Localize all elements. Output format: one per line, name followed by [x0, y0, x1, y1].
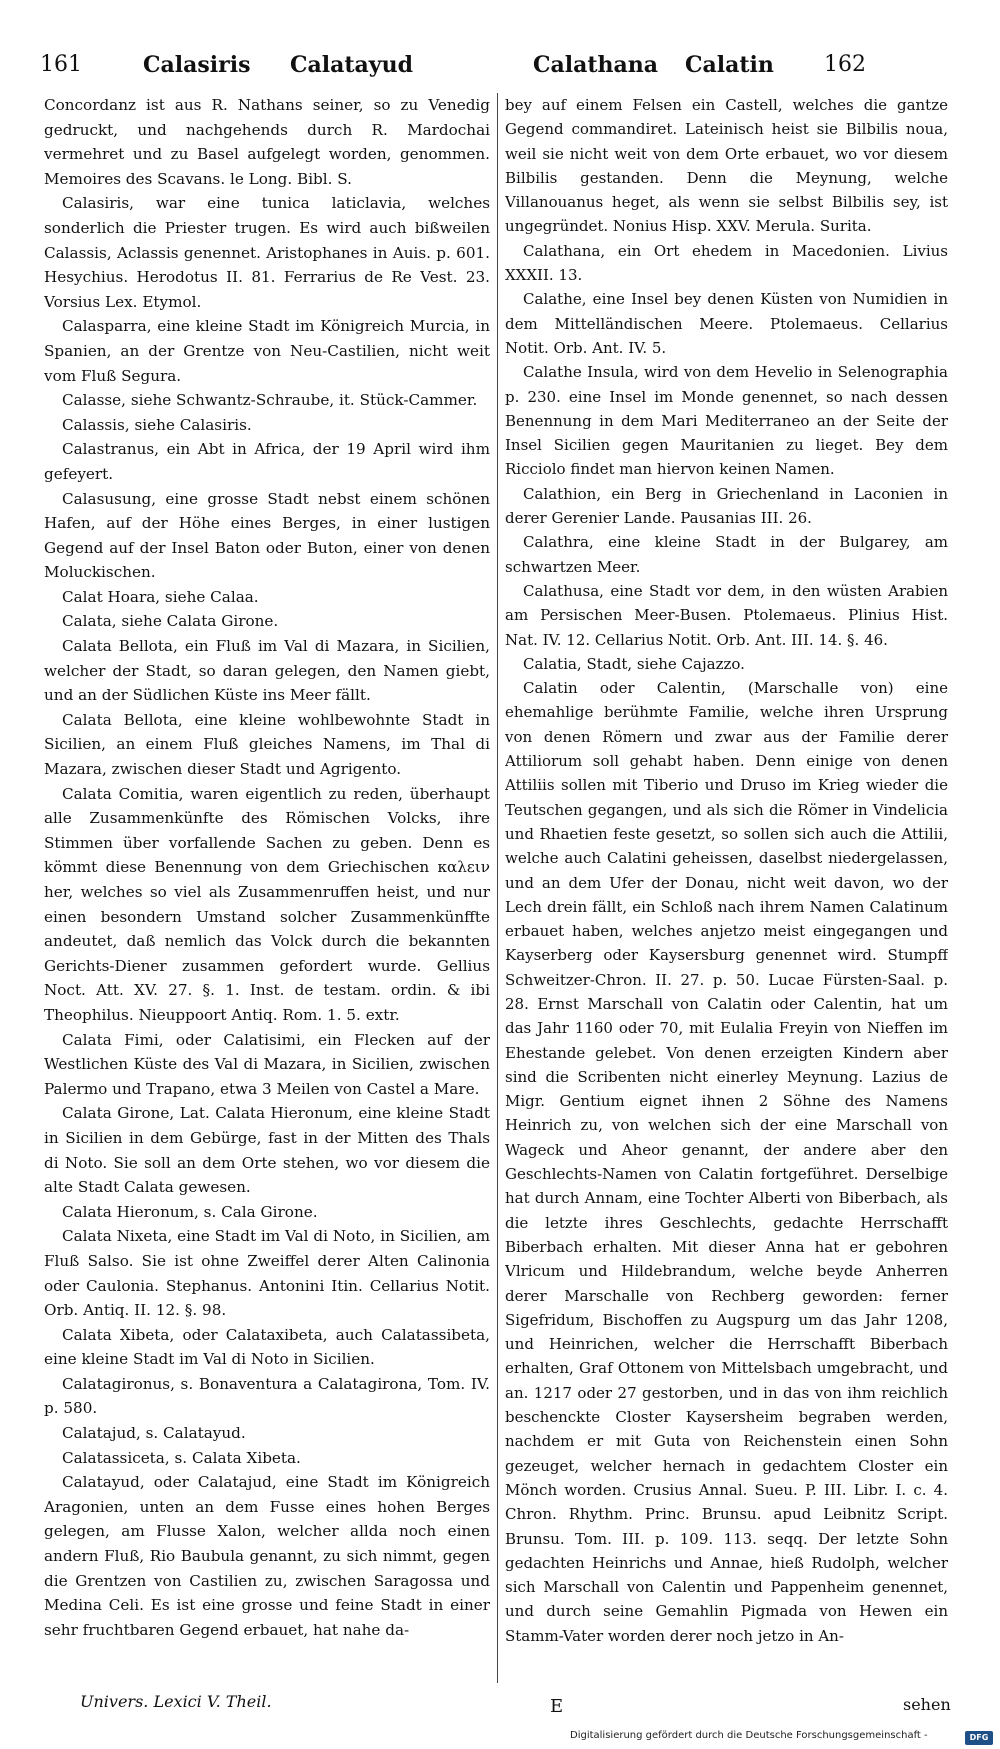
lexicon-entry: Calata Nixeta, eine Stadt im Val di Noto, in Sicilien, am Fluß Salso. Sie ist ohne Zweiffel derer Alten Calinonia oder Caulonia. Stephanus. Antonini Itin. Cellarius Notit. Orb. Antiq. II. 12. §. 98. — [44, 1227, 490, 1320]
lexicon-entry: Calata Bellota, eine kleine wohlbewohnte Stadt in Sicilien, an einem Fluß gleiches Namens, im Thal di Mazara, zwischen dieser Stadt und Agrigento. — [44, 710, 490, 779]
lexicon-entry: Calatin oder Calentin, (Marschalle von) eine ehemahlige berühmte Familie, welche ihren Ursprung von denen Römern und zwar aus der Familie derer Attiliorum soll gehabt haben. Denn einige von denen Attiliis sollen mit Tiberio und Druso im Krieg wieder die Teutschen gegangen, und als sich die Römer in Vindelicia und Rhaetien feste gesetzt, so sollen sich auch die Attilii, welche auch Calatini geheissen, daselbst niedergelassen, und an dem Ufer der Donau, nicht weit davon, wo der Lech drein fällt, ein Schloß nach ihrem Namen Calatinum erbauet haben, welches anjetzo meist eingegangen und Kayserberg oder Kaysersburg genennet wird. Stumpff Schweitzer-Chron. II. 27. p. 50. Lucae Fürsten-Saal. p. 28. Ernst Marschall von Calatin oder Calentin, hat um das Jahr 1160 oder 70, mit Eulalia Freyin von Nieffen im Ehestande gelebet. Von denen erzeigten Kindern aber sind die Scribenten nicht einerley Meynung. Lazius de Migr. Gentium eignet ihnen 2 Söhne des Namens Heinrich zu, von welchen sich der eine Marschall von Wageck und Aheor genannt, der andere aber den Geschlechts-Namen von Calatin fortgeführet. Derselbige hat durch Annam, eine Tochter Alberti von Biberbach, als die letzte ihres Geschlechts, gedachte Herrschafft Biberbach erhalten. Mit dieser Anna hat er gebohren Vlricum und Hildebrandum, welche beyde Anherren derer Marschalle von Rechberg geworden: ferner Sigefridum, Bischoffen zu Augspurg um das Jahr 1208, und Heinrichen, welcher die Herrschafft Biberbach erhalten, Graf Ottonem von Mittelsbach umgebracht, und an. 1217 oder 27 gestorben, und in das von ihm reichlich beschenckte Closter Kaysersheim begraben werden, nachdem er mit Guta von Reichenstein einen Sohn gezeuget, welcher hernach in gedachtem Closter ein Mönch worden. Crusius Annal. Sueu. P. III. Libr. I. c. 4. Chron. Rhythm. Princ. Brunsu. apud Leibnitz Script. Brunsu. Tom. III. p. 109. 113. seqq. Der letzte Sohn gedachten Heinrichs und Annae, hieß Rudolph, welcher sich Marschall von Calentin und Pappenheim genennet, und durch seine Gemahlin Pigmada von Hewen ein Stamm-Vater worden derer noch jetzo in An- — [505, 679, 948, 1645]
header-word-1: Calasiris — [143, 52, 251, 78]
header-word-3: Calathana — [533, 52, 659, 78]
dfg-logo: DFG — [965, 1731, 993, 1745]
lexicon-entry: bey auf einem Felsen ein Castell, welches die gantze Gegend commandiret. Lateinisch heist sie Bilbilis noua, weil sie nicht weit von dem Orte erbauet, wo vor diesem Bilbilis gestanden. Denn die Meynung, welche Villanouanus heget, als wenn sie selbst Bilbilis sey, ist ungegründet. Nonius Hisp. XXV. Merula. Surita. — [505, 96, 948, 236]
lexicon-entry: Calasiris, war eine tunica laticlavia, welches sonderlich die Priester trugen. Es wird auch bißweilen Calassis, Aclassis genennet. Aristophanes in Auis. p. 601. Hesychius. Herodotus II. 81. Ferrarius de Re Vest. 23. Vorsius Lex. Etymol. — [44, 194, 490, 311]
lexicon-entry: Calata Fimi, oder Calatisimi, ein Flecken auf der Westlichen Küste des Val di Mazara, in Sicilien, zwischen Palermo und Trapano, etwa 3 Meilen von Castel a Mare. — [44, 1030, 490, 1098]
page-number-right: 162 — [824, 52, 866, 77]
lexicon-entry: Calathana, ein Ort ehedem in Macedonien. Livius XXXII. 13. — [505, 241, 948, 285]
right-column — [505, 93, 948, 1683]
lexicon-entry: Concordanz ist aus R. Nathans seiner, so zu Venedig gedruckt, und nachgehends durch R. Mardochai vermehret und zu Basel aufgelegt worden, genommen. Memoires des Scavans. le Long. Bibl. S. — [44, 96, 490, 188]
lexicon-entry: Calatagironus, s. Bonaventura a Calatagirona, Tom. IV. p. 580. — [44, 1374, 490, 1418]
lexicon-entry: Calatayud, oder Calatajud, eine Stadt im Königreich Aragonien, unten an dem Fusse eines hohen Berges gelegen, am Flusse Xalon, welcher allda noch einen andern Fluß, Rio Baubula genannt, zu sich nimmt, gegen die Grentzen von Castilien zu, zwischen Saragossa und Medina Celi. Es ist eine grosse und feine Stadt in einer sehr fruchtbaren Gegend erbauet, hat nahe da- — [44, 1473, 490, 1639]
left-column — [44, 93, 490, 1683]
lexicon-entry: Calata, siehe Calata Girone. — [62, 612, 279, 631]
lexicon-entry: Calata Girone, Lat. Calata Hieronum, eine kleine Stadt in Sicilien in dem Gebürge, fast in der Mitten des Thals di Noto. Sie soll an dem Orte stehen, wo vor diesem die alte Stadt Calata gewesen. — [44, 1104, 490, 1197]
header-word-4: Calatin — [685, 52, 774, 78]
header-word-2: Calatayud — [290, 52, 413, 78]
lexicon-entry: Calat Hoara, siehe Calaa. — [62, 587, 259, 606]
volume-footer: Univers. Lexici V. Theil. — [80, 1692, 272, 1711]
lexicon-entry: Calata Xibeta, oder Calataxibeta, auch Calatassibeta, eine kleine Stadt im Val di Noto in Sicilien. — [44, 1325, 490, 1369]
page-header — [40, 52, 945, 88]
signature-mark: E — [550, 1696, 564, 1717]
lexicon-entry: Calasusung, eine grosse Stadt nebst einem schönen Hafen, auf der Höhe eines Berges, in einer lustigen Gegend auf der Insel Baton oder Buton, einer von denen Moluckischen. — [44, 489, 490, 582]
digitization-credit: Digitalisierung gefördert durch die Deutsche Forschungsgemeinschaft - — [570, 1730, 928, 1741]
lexicon-entry: Calatia, Stadt, siehe Cajazzo. — [523, 654, 745, 673]
catchword: sehen — [903, 1695, 951, 1714]
lexicon-entry: Calata Hieronum, s. Cala Girone. — [62, 1202, 318, 1221]
lexicon-entry: Calastranus, ein Abt in Africa, der 19 April wird ihm gefeyert. — [44, 440, 490, 483]
lexicon-entry: Calathra, eine kleine Stadt in der Bulgarey, am schwartzen Meer. — [505, 533, 948, 576]
lexicon-entry: Calassis, siehe Calasiris. — [62, 415, 252, 434]
lexicon-entry: Calathe Insula, wird von dem Hevelio in Selenographia p. 230. eine Insel im Monde genennet, so nach dessen Benennung in dem Mari Mediterraneo an der Seite der Insel Sicilien gegen Mauritanien zu lieget. Bey dem Ricciolo findet man hiervon keinen Namen. — [505, 363, 948, 479]
lexicon-entry: Calata Comitia, waren eigentlich zu reden, überhaupt alle Zusammenkünfte des Römischen Volcks, ihre Stimmen über vorfallende Sachen zu geben. Denn es kömmt diese Benennung von dem Griechischen καλειν her, welches so viel als Zusammenruffen heist, und nur einen besondern Umstand solcher Zusammenkünffte andeutet, daß nemlich das Volck durch die bekannten Gerichts-Diener zusammen gefordert wurde. Gellius Noct. Att. XV. 27. §. 1. Inst. de testam. ordin. & ibi Theophilus. Nieuppoort Antiq. Rom. 1. 5. extr. — [44, 784, 490, 1024]
lexicon-entry: Calasse, siehe Schwantz-Schraube, it. Stück-Cammer. — [62, 391, 478, 410]
page-number-left: 161 — [40, 52, 82, 77]
lexicon-entry: Calatassiceta, s. Calata Xibeta. — [62, 1448, 301, 1467]
lexicon-entry: Calathion, ein Berg in Griechenland in Laconien in derer Gerenier Lande. Pausanias III. 26. — [505, 484, 948, 528]
lexicon-entry: Calathe, eine Insel bey denen Küsten von Numidien in dem Mittelländischen Meere. Ptolemaeus. Cellarius Notit. Orb. Ant. IV. 5. — [505, 290, 948, 357]
lexicon-entry: Calata Bellota, ein Fluß im Val di Mazara, in Sicilien, welcher der Stadt, so daran gelegen, den Namen giebt, und an der Südlichen Küste ins Meer fällt. — [44, 637, 490, 705]
lexicon-entry: Calasparra, eine kleine Stadt im Königreich Murcia, in Spanien, an der Grentze von Neu-Castilien, nicht weit vom Fluß Segura. — [44, 317, 490, 385]
lexicon-entry: Calathusa, eine Stadt vor dem, in den wüsten Arabien am Persischen Meer-Busen. Ptolemaeus. Plinius Hist. Nat. IV. 12. Cellarius Notit. Orb. Ant. III. 14. §. 46. — [505, 581, 948, 649]
column-divider — [497, 93, 498, 1683]
lexicon-entry: Calatajud, s. Calatayud. — [62, 1424, 246, 1443]
